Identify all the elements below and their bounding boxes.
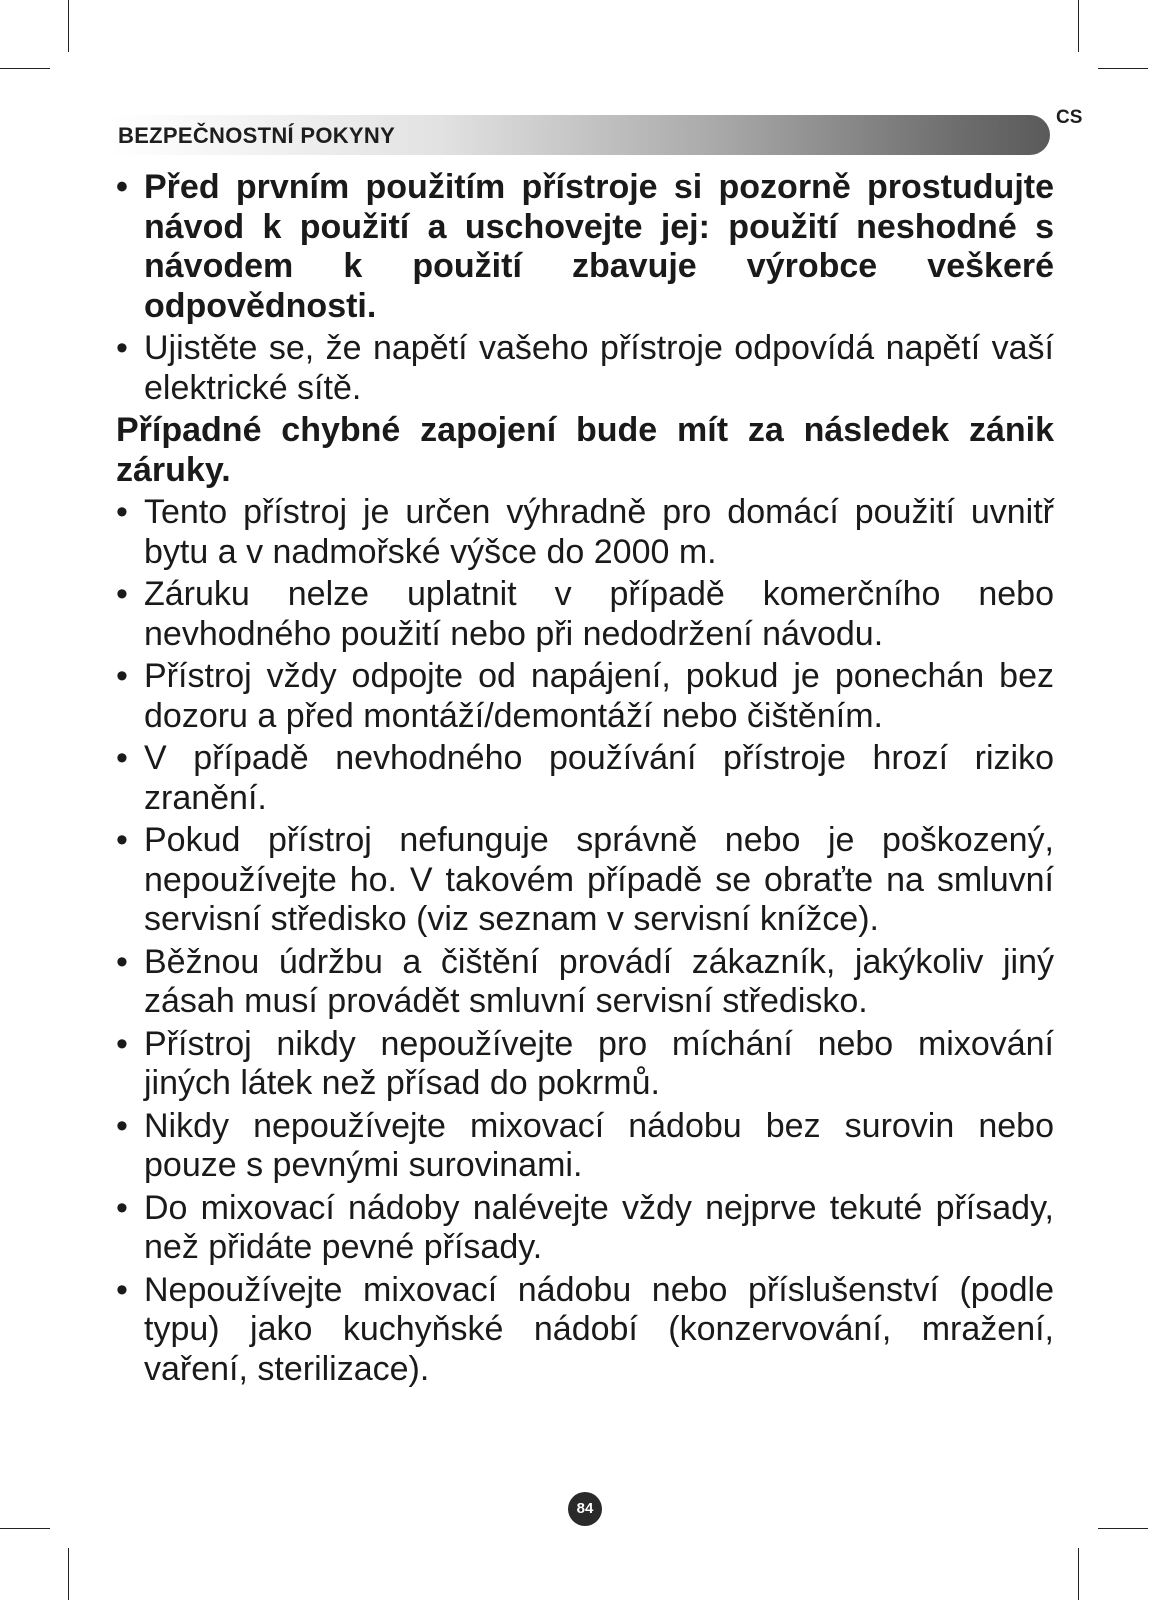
crop-mark [1098,1528,1148,1529]
bullet-icon: • [116,1024,128,1063]
list-item: • Do mixovací nádoby nalévejte vždy nejprve tekuté přísady, než přidáte pevné přísady. [116,1188,1054,1266]
crop-mark [1078,0,1079,52]
bullet-icon: • [116,1106,128,1145]
list-item: • Ujistěte se, že napětí vašeho přístroje odpovídá napětí vaší elektrické sítě. [116,329,1054,407]
list-item: • V případě nevhodného používání přístroje hrozí riziko zranění. [116,739,1054,817]
crop-mark [0,1528,50,1529]
section-title: BEZPEČNOSTNÍ POKYNY [118,123,396,148]
bullet-icon: • [116,575,128,613]
bullet-icon: • [116,168,128,206]
crop-mark [68,0,69,52]
list-item: • Běžnou údržbu a čištění provádí zákazník, jakýkoliv jiný zásah musí provádět smluvní servisní středisko. [116,942,1054,1020]
list-item: • Pokud přístroj nefunguje správně nebo je poškozený, nepoužívejte ho. V takovém případě se obraťte na smluvní servisní středisko (viz seznam v servisní knížce). [116,821,1054,938]
safety-instructions [116,168,1054,1392]
crop-mark [0,68,50,69]
list-item: • Přístroj vždy odpojte od napájení, pokud je ponechán bez dozoru a před montáží/demontáží nebo čištěním. [116,657,1054,735]
crop-mark [1078,1548,1079,1600]
bullet-icon: • [116,739,128,777]
page-number: 84 [568,1492,602,1526]
bullet-icon: • [116,1188,128,1227]
list-item: • Přístroj nikdy nepoužívejte pro míchání nebo mixování jiných látek než přísad do pokrmů. [116,1024,1054,1102]
warranty-note: Případné chybné zapojení bude mít za následek zánik záruky. [116,411,1054,489]
bullet-icon: • [116,657,128,695]
bullet-icon: • [116,942,128,981]
bullet-icon: • [116,1270,128,1309]
bullet-icon: • [116,329,128,367]
bullet-icon: • [116,493,128,531]
bullet-icon: • [116,821,128,859]
language-code: CS [1056,107,1083,128]
list-item: • Nikdy nepoužívejte mixovací nádobu bez surovin nebo pouze s pevnými surovinami. [116,1106,1054,1184]
list-item: • Tento přístroj je určen výhradně pro domácí použití uvnitř bytu a v nadmořské výšce do 2000 m. [116,493,1054,571]
list-item: • Před prvním použitím přístroje si pozorně prostudujte návod k použití a uschovejte jej: použití neshodné s návodem k použití zbavuje výrobce veškeré odpovědnosti. [116,168,1054,325]
crop-mark [1098,68,1148,69]
list-item: • Nepoužívejte mixovací nádobu nebo příslušenství (podle typu) jako kuchyňské nádobí (konzervování, mražení, vaření, sterilizace). [116,1270,1054,1388]
crop-mark [68,1548,69,1600]
list-item: • Záruku nelze uplatnit v případě komerčního nebo nevhodného použití nebo při nedodržení návodu. [116,575,1054,653]
